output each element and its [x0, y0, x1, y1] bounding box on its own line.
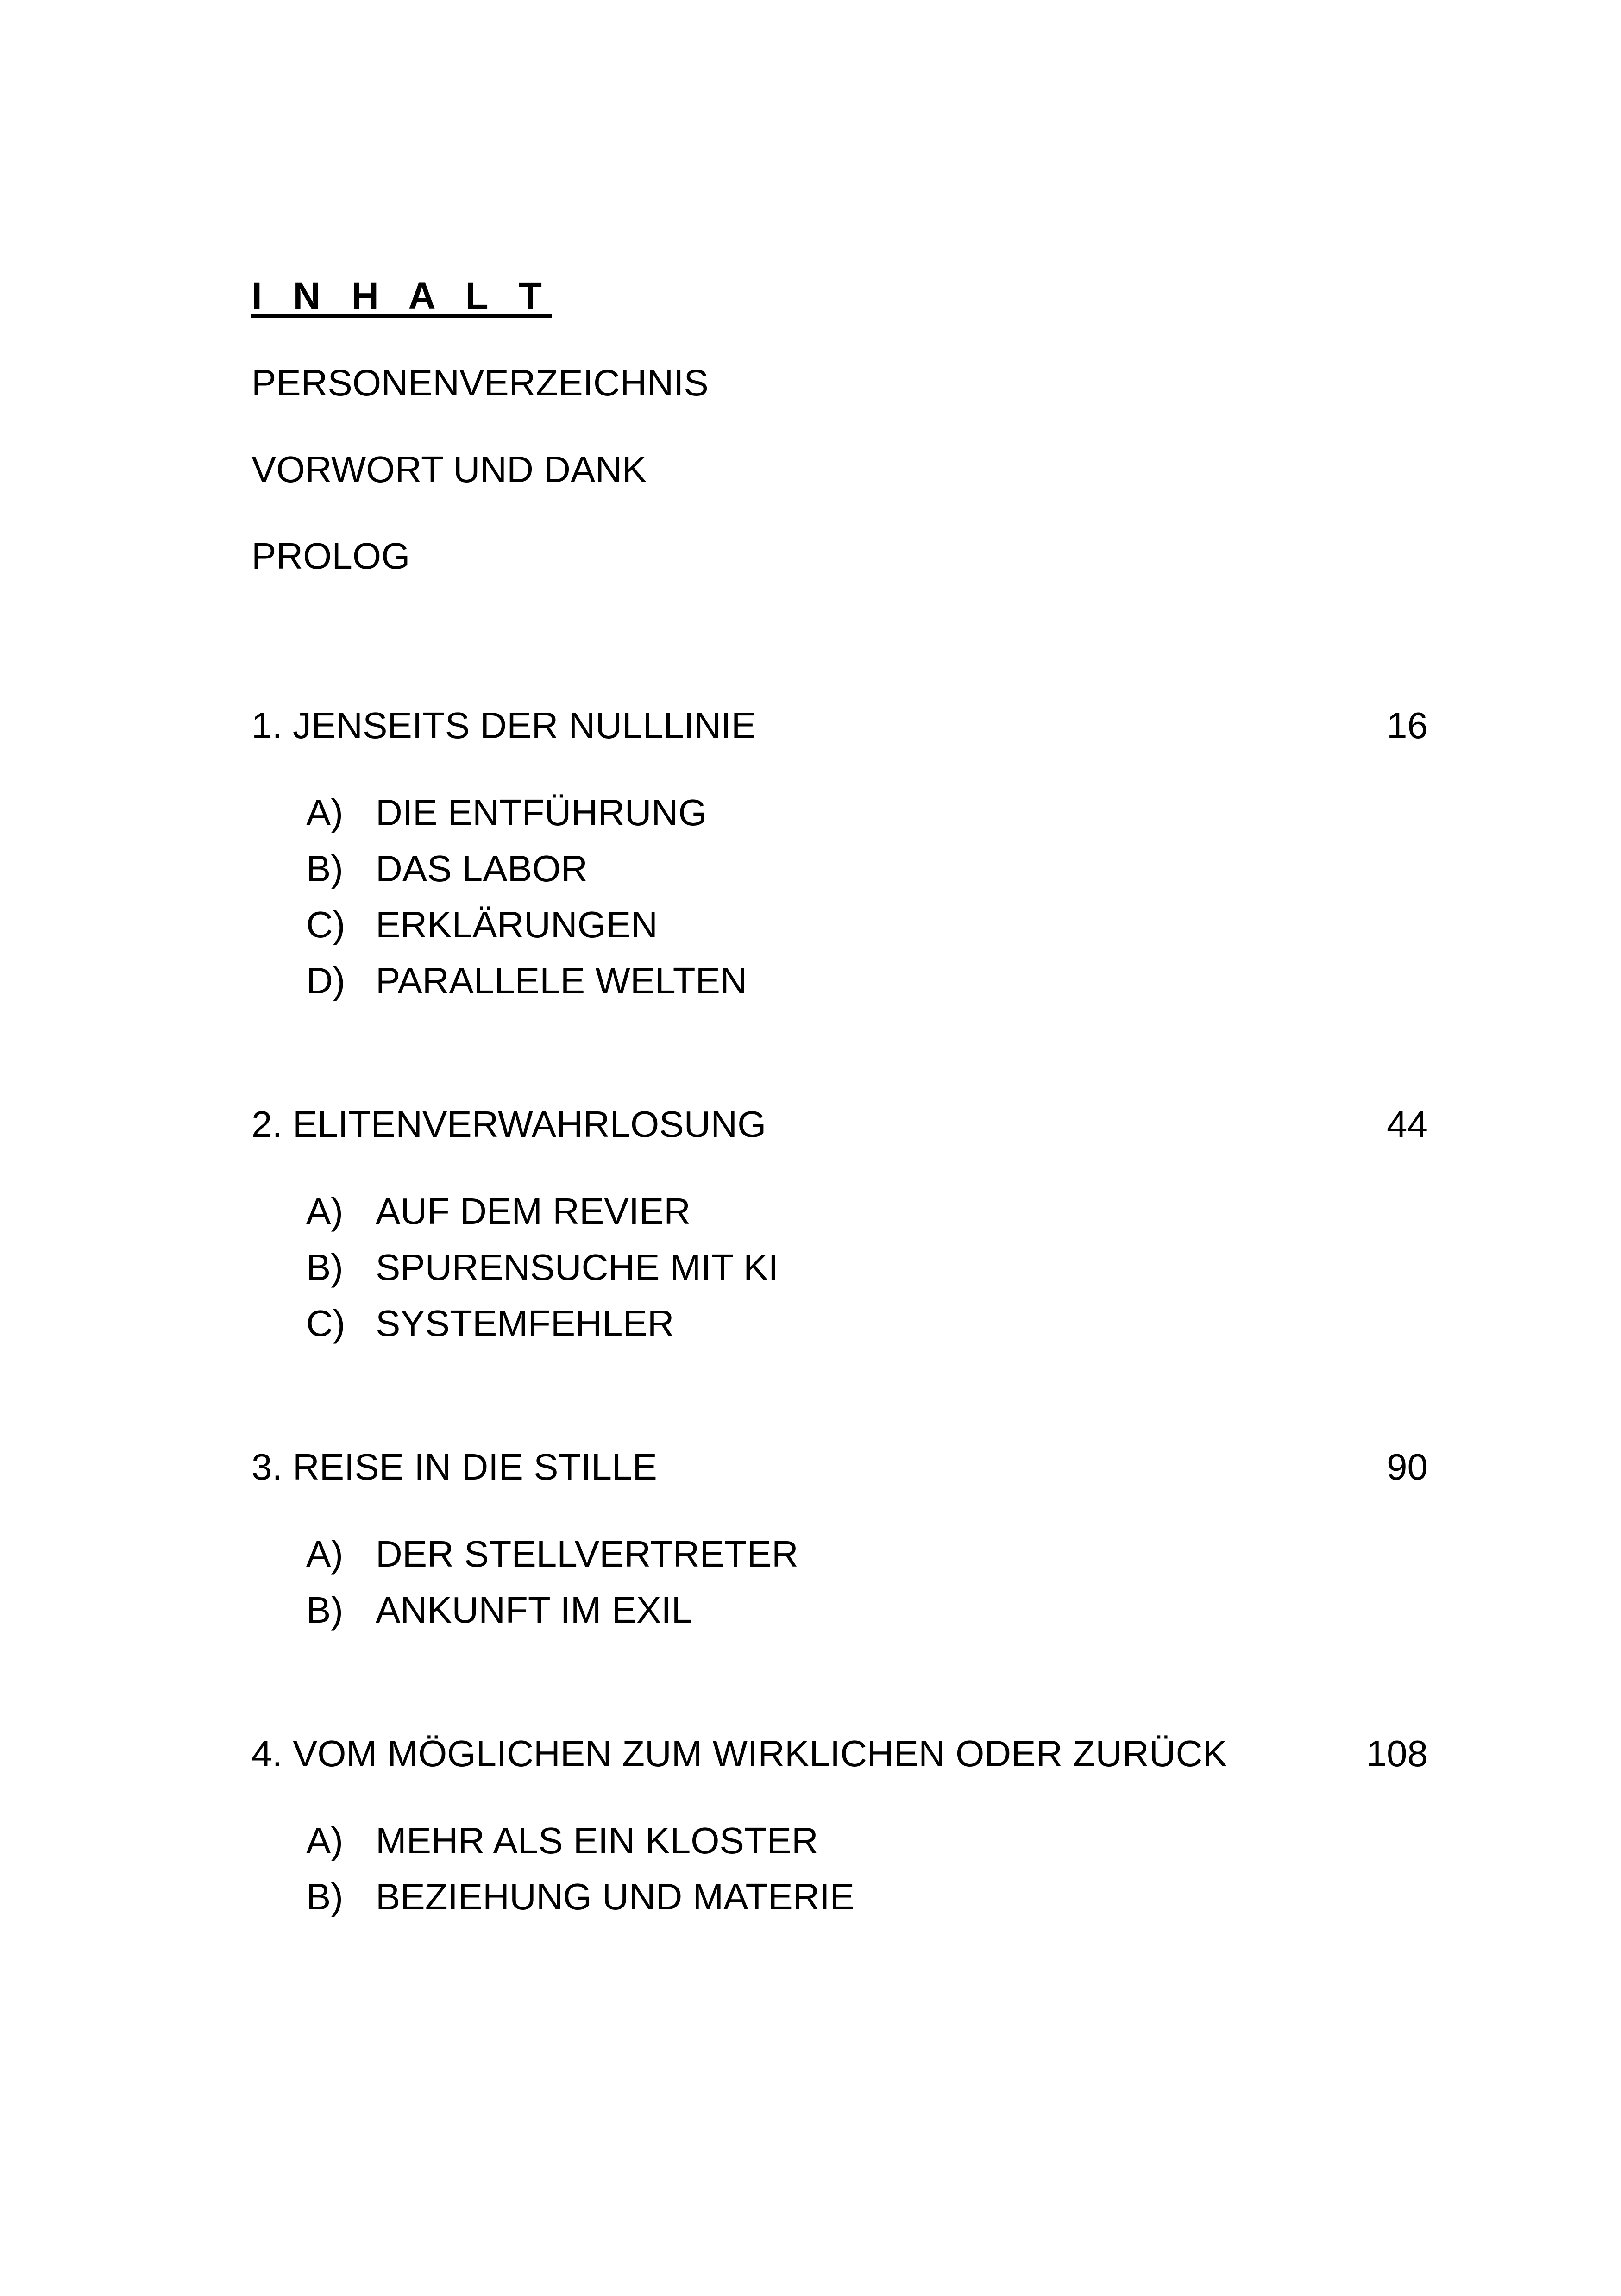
- subsection-title: DIE ENTFÜHRUNG: [376, 792, 707, 833]
- chapter-1: [251, 698, 1428, 753]
- chapter-page-number: 16: [1387, 705, 1428, 746]
- subsection-title: ANKUNFT IM EXIL: [376, 1589, 692, 1631]
- subsection-title: DAS LABOR: [376, 848, 588, 889]
- chapter-4: [251, 1726, 1428, 1782]
- subsection-item: [306, 784, 1428, 841]
- chapter-title: 1. JENSEITS DER NULLLINIE: [251, 705, 756, 746]
- subsection-item: [306, 1869, 1428, 1925]
- chapter-2-subsections: [251, 1183, 1428, 1351]
- subsection-title: SYSTEMFEHLER: [376, 1303, 674, 1344]
- subsection-item: [306, 1183, 1428, 1239]
- subsection-title: MEHR ALS EIN KLOSTER: [376, 1820, 818, 1861]
- subsection-title: ERKLÄRUNGEN: [376, 904, 658, 945]
- front-matter-personenverzeichnis: PERSONENVERZEICHNIS: [251, 362, 709, 403]
- subsection-item: [306, 953, 1428, 1009]
- subsection-letter: C): [306, 1303, 346, 1344]
- subsection-letter: D): [306, 960, 346, 1001]
- subsection-letter: B): [306, 1876, 343, 1917]
- subsection-letter: A): [306, 1191, 343, 1232]
- front-matter-prolog: PROLOG: [251, 535, 410, 577]
- subsection-title: DER STELLVERTRETER: [376, 1533, 798, 1575]
- chapter-1-subsections: [251, 784, 1428, 1009]
- subsection-item: [306, 1813, 1428, 1869]
- chapter-2: [251, 1097, 1428, 1152]
- chapter-page-number: 90: [1387, 1446, 1428, 1487]
- table-of-contents: [251, 269, 1428, 1925]
- subsection-title: PARALLELE WELTEN: [376, 960, 747, 1001]
- chapter-title: 4. VOM MÖGLICHEN ZUM WIRKLICHEN ODER ZURÜCK: [251, 1733, 1227, 1774]
- subsection-letter: B): [306, 1247, 343, 1288]
- chapter-page-number: 108: [1366, 1733, 1428, 1774]
- chapter-page-number: 44: [1387, 1104, 1428, 1145]
- subsection-item: [306, 897, 1428, 953]
- chapter-4-subsections: [251, 1813, 1428, 1925]
- subsection-item: [306, 1295, 1428, 1351]
- subsection-title: SPURENSUCHE MIT KI: [376, 1247, 779, 1288]
- toc-heading: I N H A L T: [251, 275, 552, 317]
- subsection-letter: A): [306, 1820, 343, 1861]
- chapter-title: 3. REISE IN DIE STILLE: [251, 1446, 657, 1487]
- subsection-letter: A): [306, 1533, 343, 1575]
- subsection-letter: B): [306, 1589, 343, 1631]
- subsection-item: [306, 1582, 1428, 1638]
- subsection-item: [306, 1526, 1428, 1582]
- subsection-letter: B): [306, 848, 343, 889]
- front-matter-vorwort: VORWORT UND DANK: [251, 449, 647, 490]
- subsection-letter: C): [306, 904, 346, 945]
- subsection-item: [306, 1239, 1428, 1295]
- chapter-3-subsections: [251, 1526, 1428, 1638]
- chapter-3: [251, 1439, 1428, 1495]
- subsection-item: [306, 841, 1428, 897]
- chapter-title: 2. ELITENVERWAHRLOSUNG: [251, 1104, 767, 1145]
- subsection-title: AUF DEM REVIER: [376, 1191, 691, 1232]
- subsection-letter: A): [306, 792, 343, 833]
- subsection-title: BEZIEHUNG UND MATERIE: [376, 1876, 855, 1917]
